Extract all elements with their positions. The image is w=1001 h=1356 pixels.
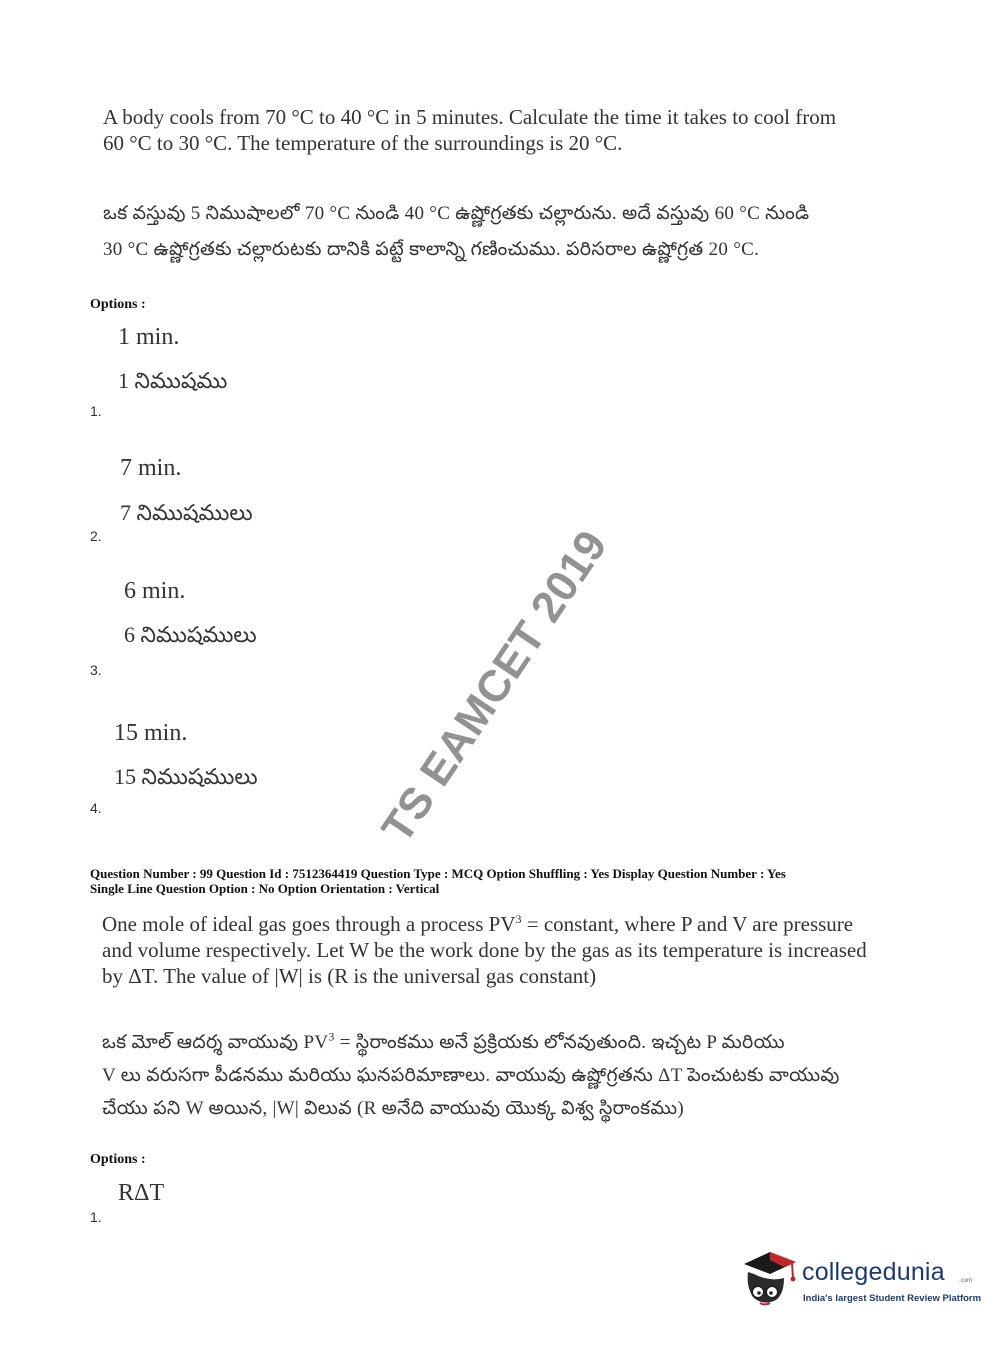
question-text-line: ఒక మోల్ ఆదర్శ వాయువు $PV^3$ = స్థిరాంకము అనే ప్రక్రియకు లోనవుతుంది. ఇచ్చట P మరియు	[102, 1029, 785, 1053]
option-3-english: 6 min.	[124, 578, 186, 604]
option-4-english: 15 min.	[114, 720, 188, 746]
option-4-telugu: 15 నిముషములు	[114, 764, 258, 789]
question-text-line: 60 °C to 30 °C. The temperature of the surroundings is 20 °C.	[103, 131, 623, 155]
option-3-number[interactable]: 3.	[90, 662, 102, 678]
question-text-line: One mole of ideal gas goes through a process $PV^3$ = constant, where P and V are pressure	[102, 912, 854, 936]
logo-com: .com	[959, 1278, 973, 1284]
mascot-icon	[740, 1248, 802, 1310]
options-label: Options :	[90, 1152, 146, 1167]
question-text-line: by ΔT. The value of |W| is (R is the universal gas constant)	[102, 964, 597, 988]
option-3-telugu: 6 నిముషములు	[124, 622, 257, 647]
question-99-meta	[90, 866, 950, 896]
meta-line: Question Number : 99 Question Id : 7512364419 Question Type : MCQ Option Shuffling : Yes Display Question Number : Yes	[90, 866, 786, 881]
question-98-english	[103, 104, 903, 156]
option-1-english: RΔT	[118, 1180, 165, 1206]
option-1-telugu: 1 నిముషము	[118, 368, 228, 393]
option-1-number[interactable]: 1.	[90, 403, 102, 419]
question-text-line: 30 °C ఉష్ణోగ్రతకు చల్లారుటకు దానికి పట్టే కాలాన్ని గణించుము. పరిసరాల ఉష్ణోగ్రత 20 °C.	[103, 239, 760, 260]
question-text-line: A body cools from 70 °C to 40 °C in 5 minutes. Calculate the time it takes to cool from	[103, 105, 837, 129]
option-2-telugu: 7 నిముషములు	[120, 500, 253, 525]
option-4-number[interactable]: 4.	[90, 800, 102, 816]
meta-line: Single Line Question Option : No Option Orientation : Vertical	[90, 881, 440, 896]
option-2-english: 7 min.	[120, 455, 182, 481]
option-1-number[interactable]: 1.	[90, 1209, 102, 1225]
question-text-line: and volume respectively. Let W be the work done by the gas as its temperature is increased	[102, 938, 867, 962]
collegedunia-logo[interactable]	[740, 1248, 982, 1310]
question-text-line: చేయు పని W అయిన, |W| విలువ (R అనేది వాయువు యొక్క విశ్వ స్థిరాంకము)	[102, 1098, 684, 1119]
option-1-english: 1 min.	[118, 324, 180, 350]
question-text-line: ఒక వస్తువు 5 నిముషాలలో 70 °C నుండి 40 °C ఉష్ణోగ్రతకు చల్లారును. అదే వస్తువు 60 °C నుండి	[103, 203, 810, 224]
question-98-telugu	[103, 196, 903, 268]
question-text-line: V లు వరుసగా పీడనము మరియు ఘనపరిమాణాలు. వాయువు ఉష్ణోగ్రతను ΔT పెంచుటకు వాయువు	[102, 1065, 840, 1086]
watermark: TS EAMCET 2019	[372, 521, 617, 852]
question-99-english	[102, 911, 902, 989]
question-99-telugu	[102, 1026, 902, 1125]
logo-tagline: India's largest Student Review Platform	[803, 1293, 982, 1304]
options-label: Options :	[90, 297, 146, 312]
logo-wordmark: collegedunia	[802, 1258, 945, 1286]
option-2-number[interactable]: 2.	[90, 528, 102, 544]
